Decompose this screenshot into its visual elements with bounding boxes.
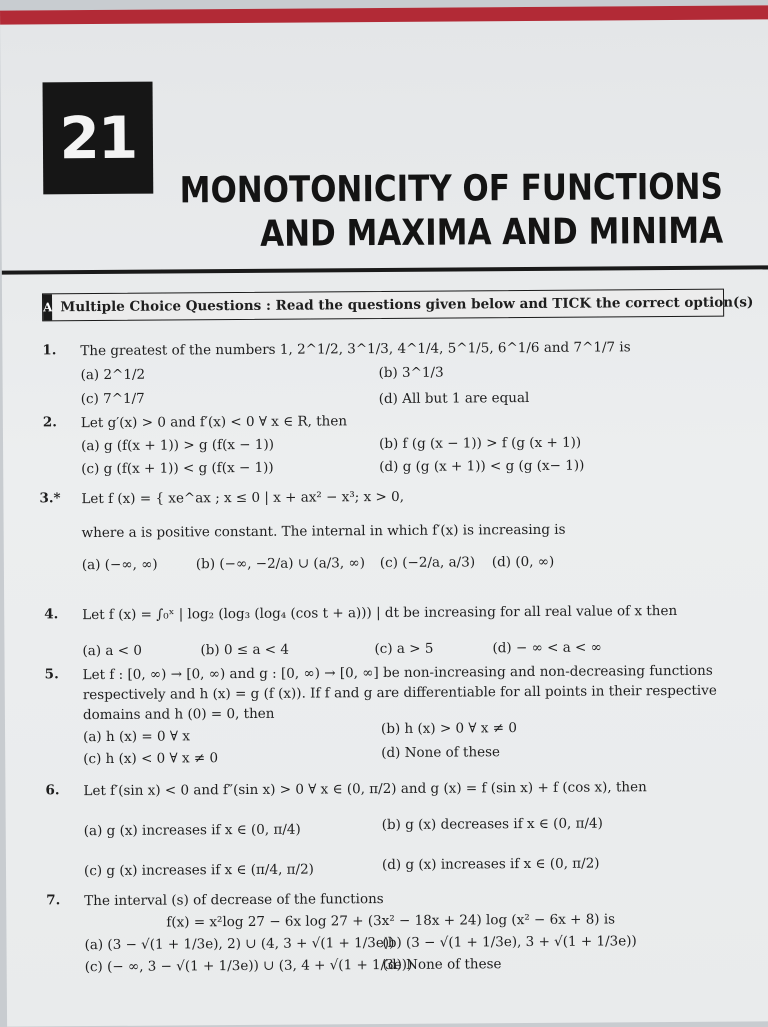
option[interactable]: (c) h (x) < 0 ∀ x ≠ 0 [83,750,219,768]
chapter-title-line1: MONOTONICITY OF FUNCTIONS [180,166,724,212]
question-text: domains and h (0) = 0, then [82,705,275,724]
option[interactable]: (c) g (x) increases if x ∈ (π/4, π/2) [83,861,314,880]
section-heading-bar [42,289,754,322]
option[interactable]: (b) (3 − √(1 + 1/3e), 3 + √(1 + 1/3e)) [382,933,637,952]
option[interactable]: (c) a > 5 [374,640,434,658]
question-number: 7. [46,892,61,909]
option[interactable]: (a) g (f(x + 1)) > g (f(x − 1)) [80,436,275,455]
option[interactable]: (d) g (x) increases if x ∈ (0, π/2) [381,855,600,874]
chapter-number: 21 [59,103,137,173]
option[interactable]: (b) g (x) decreases if x ∈ (0, π/4) [381,815,603,834]
question-text: respectively and h (x) = g (f (x)). If f and g are differentiable for all points in their respective [82,682,717,704]
section-letter: A [43,294,52,320]
option[interactable]: (a) 2^1/2 [80,366,146,384]
section-heading: Multiple Choice Questions : Read the questions given below and TICK the correct option(s) [60,294,754,316]
question-number: 2. [42,414,58,431]
question-text: The greatest of the numbers 1, 2^1/2, 3^1/3, 4^1/4, 5^1/5, 6^1/6 and 7^1/7 is [80,339,631,360]
question-text: Let f : [0, ∞) → [0, ∞) and g : [0, ∞) → [0, ∞] be non-increasing and non-decreasing functions [82,662,713,684]
option[interactable]: (b) f (g (x − 1)) > f (g (x + 1)) [378,434,582,453]
chapter-number-block [43,82,154,195]
option[interactable]: (a) a < 0 [82,642,142,660]
question-number: 3.* [39,490,61,507]
option[interactable]: (d) None of these [381,744,501,762]
question-text: where a is positive constant. The internal in which f′(x) is increasing is [81,521,566,542]
option[interactable]: (d) None of these [382,956,502,974]
question-text: Let f (x) = { xe^ax ; x ≤ 0 | x + ax² − x³; x > 0, [81,488,405,508]
option[interactable]: (d) (0, ∞) [491,553,555,571]
question-text: Let f (x) = ∫₀ˣ | log₂ (log₃ (log₄ (cos t + a))) | dt be increasing for all real value of x then [82,602,678,624]
option[interactable]: (b) (−∞, −2/a) ∪ (a/3, ∞) [195,555,366,573]
option[interactable]: (c) (− ∞, 3 − √(1 + 1/3e)) ∪ (3, 4 + √(1 + 1/3e)) [84,956,413,976]
chapter-title [180,166,724,258]
question-text: Let f′(sin x) < 0 and f″(sin x) > 0 ∀ x ∈ (0, π/2) and g (x) = f (sin x) + f (cos x), then [83,779,647,800]
chapter-title-line2: AND MAXIMA AND MINIMA [260,210,724,255]
option[interactable]: (d) − ∞ < a < ∞ [492,639,602,657]
question-number: 6. [45,782,60,799]
option[interactable]: (b) 0 ≤ a < 4 [200,641,290,659]
option[interactable]: (d) g (g (x + 1)) < g (g (x− 1)) [379,457,585,476]
option[interactable]: (d) All but 1 are equal [378,389,530,408]
option[interactable]: (a) h (x) = 0 ∀ x [83,728,190,746]
option[interactable]: (c) g (f(x + 1)) < g (f(x − 1)) [81,459,274,478]
textbook-page [0,5,768,1026]
option[interactable]: (a) g (x) increases if x ∈ (0, π/4) [83,821,301,840]
page-top-edge [0,5,768,24]
title-divider [2,265,768,274]
question-number: 1. [42,342,57,359]
option[interactable]: (b) h (x) > 0 ∀ x ≠ 0 [380,720,518,738]
option[interactable]: (a) (−∞, ∞) [81,556,158,574]
question-text: Let g′(x) > 0 and f′(x) < 0 ∀ x ∈ R, then [80,413,348,432]
option[interactable]: (a) (3 − √(1 + 1/3e), 2) ∪ (4, 3 + √(1 + 1/3e)) [84,934,395,954]
question-number: 4. [44,606,59,623]
question-formula: f(x) = x²log 27 − 6x log 27 + (3x² − 18x + 24) log (x² − 6x + 8) is [166,911,616,931]
option[interactable]: (b) 3^1/3 [378,364,444,382]
question-text: The interval (s) of decrease of the functions [84,891,384,910]
question-number: 5. [44,666,59,683]
option[interactable]: (c) 7^1/7 [80,390,145,408]
option[interactable]: (c) (−2/a, a/3) [379,554,476,572]
